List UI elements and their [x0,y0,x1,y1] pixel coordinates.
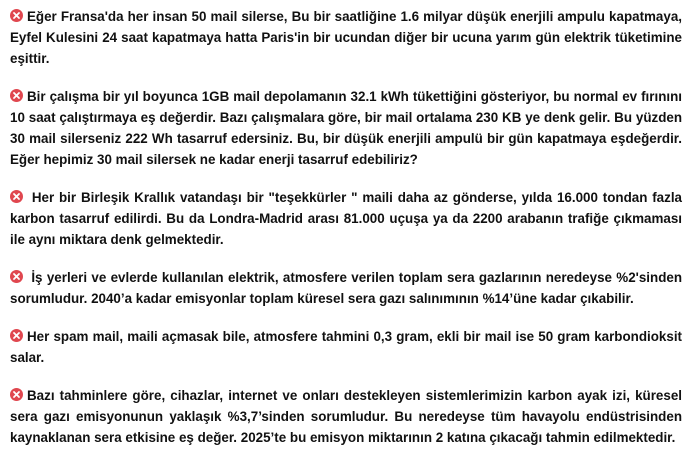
paragraph-3 [10,187,682,250]
paragraph-2 [10,86,682,170]
cross-mark-icon [10,329,23,342]
paragraph-text: Bazı tahminlere göre, cihazlar, internet ve onları destekleyen sistemlerimizin karbon ayak izi, küresel sera gazı emisyonunun yaklaşık %3,7’sinden sorumludur. Bu neredeyse tüm havayolu endüstrisinden kaynaklanan sera etkisine eş değer. 2025’te bu emisyon miktarının 2 katına çıkacağı tahmin edilmektedir. [10,388,682,445]
cross-mark-icon [10,9,23,22]
paragraph-1 [10,6,682,69]
document-body [10,6,682,465]
cross-mark-icon [10,89,23,102]
paragraph-6 [10,385,682,448]
paragraph-text: Her bir Birleşik Krallık vatandaşı bir "teşekkürler " maili daha az gönderse, yılda 16.000 tondan fazla karbon tasarruf edilirdi. Bu da Londra-Madrid arası 81.000 uçuşa ya da 2200 arabanın trafiğe çıkmaması ile aynı miktara denk gelmektedir. [10,190,682,247]
cross-mark-icon [10,270,23,283]
paragraph-text: Bir çalışma bir yıl boyunca 1GB mail depolamanın 32.1 kWh tükettiğini gösteriyor, bu normal ev fırınını 10 saat çalıştırmaya eş değerdir. Bazı çalışmalara göre, bir mail ortalama 230 KB ye denk gelir. Bu yüzden 30 mail silerseniz 222 Wh tasarruf edersiniz. Bu, bir düşük enerjili ampulü bir gün kapatmaya eşdeğerdir. Eğer hepimiz 30 mail silersek ne kadar enerji tasarruf edebiliriz? [10,89,682,167]
paragraph-text: İş yerleri ve evlerde kullanılan elektrik, atmosfere verilen toplam sera gazlarının neredeyse %2'sinden sorumludur. 2040’a kadar emisyonlar toplam küresel sera gazı salınımının %14’üne kadar çıkabilir. [10,270,682,306]
paragraph-5 [10,326,682,368]
paragraph-4 [10,267,682,309]
cross-mark-icon [10,190,23,203]
cross-mark-icon [10,388,23,401]
paragraph-text: Eğer Fransa'da her insan 50 mail silerse, Bu bir saatliğine 1.6 milyar düşük enerjili ampulu kapatmaya, Eyfel Kulesini 24 saat kapatmaya hatta Paris'in bir ucundan diğer bir ucuna yarım gün elektrik tüketimine eşittir. [10,9,682,66]
paragraph-text: Her spam mail, maili açmasak bile, atmosfere tahmini 0,3 gram, ekli bir mail ise 50 gram karbondioksit salar. [10,329,682,365]
